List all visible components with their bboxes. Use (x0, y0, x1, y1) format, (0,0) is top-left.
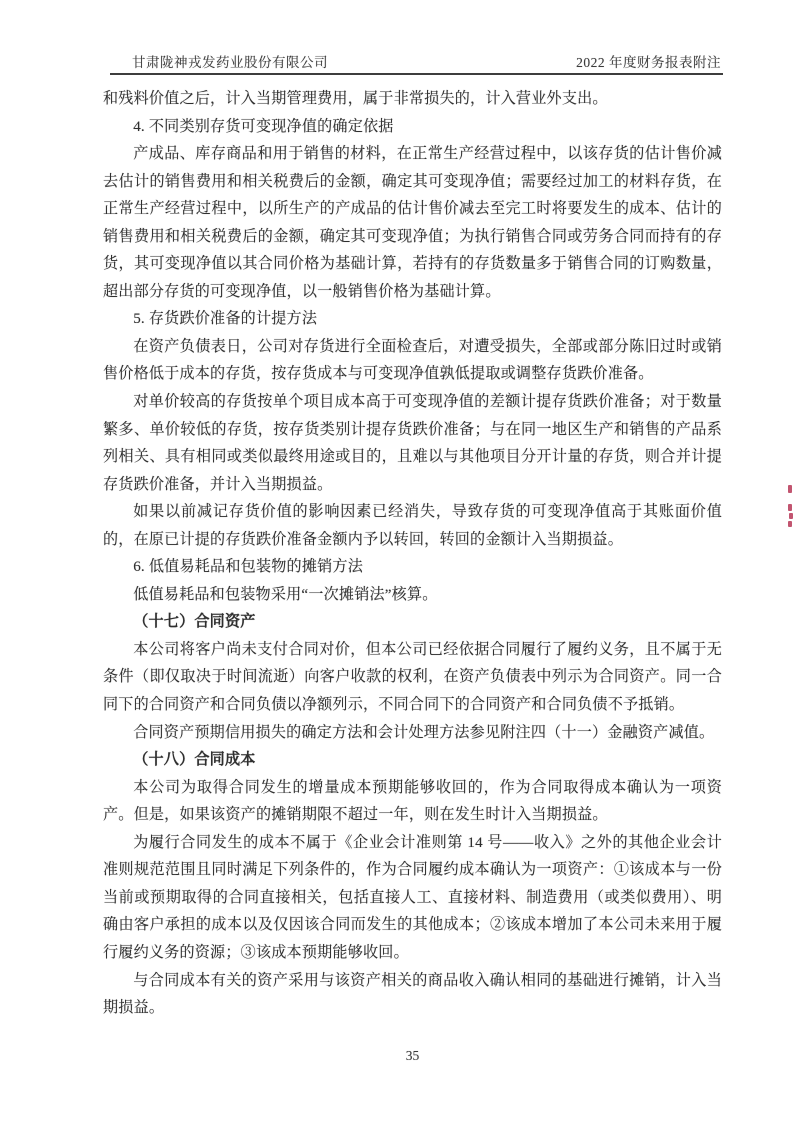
red-scan-mark (788, 521, 792, 527)
body-paragraph: 如果以前减记存货价值的影响因素已经消失，导致存货的可变现净值高于其账面价值的，在原已计提的存货跌价准备金额内予以转回，转回的金额计入当期损益。 (103, 504, 722, 548)
sub-heading-item-6: 6. 低值易耗品和包装物的摊销方法 (133, 559, 363, 576)
header-divider (110, 73, 723, 75)
body-paragraph-continuation: 和残料价值之后，计入当期管理费用，属于非常损失的，计入营业外支出。 (103, 91, 608, 107)
body-paragraph: 在资产负债表日，公司对存货进行全面检查后，对遭受损失，全部或部分陈旧过时或销售价格低于成本的存货，按存货成本与可变现净值孰低提取或调整存货跌价准备。 (103, 338, 722, 383)
body-paragraph: 为履行合同发生的成本不属于《企业会计准则第 14 号——收入》之外的其他企业会计准则规范范围且同时满足下列条件的，作为合同履约成本确认为一项资产：①该成本与一份当前或预期取得的合同直接相关，包括直接人工、直接材料、制造费用（或类似费用）、明确由客户承担的成本以及仅因该合同而发生的其他成本；②该成本增加了本公司未来用于履行履约义务的资源；③该成本预期能够收回。 (103, 834, 722, 961)
header-report-title: 2022 年度财务报表附注 (576, 55, 721, 70)
red-scan-mark (789, 513, 793, 519)
page-footer (103, 1048, 722, 1064)
header-company-name: 甘肃陇神戎发药业股份有限公司 (132, 55, 328, 70)
body-paragraph: 本公司将客户尚未支付合同对价，但本公司已经依据合同履行了履约义务，且不属于无条件（即仅取决于时间流逝）向客户收款的权利，在资产负债表中列示为合同资产。同一合同下的合同资产和合同负债以净额列示，不同合同下的合同资产和合同负债不予抵销。 (103, 641, 722, 714)
page-header (112, 51, 721, 71)
body-paragraph: 低值易耗品和包装物采用“一次摊销法”核算。 (133, 586, 438, 603)
body-paragraph: 对单价较高的存货按单个项目成本高于可变现净值的差额计提存货跌价准备；对于数量繁多、单价较低的存货，按存货类别计提存货跌价准备；与在同一地区生产和销售的产品系列相关、具有相同或类似最终用途或目的，且难以与其他项目分开计量的存货，则合并计提存货跌价准备，并计入当期损益。 (103, 394, 722, 493)
red-scan-mark (788, 504, 792, 511)
sub-heading-item-5: 5. 存货跌价准备的计提方法 (133, 311, 318, 328)
body-paragraph: 合同资产预期信用损失的确定方法和会计处理方法参见附注四（十一）金融资产减值。 (133, 724, 715, 741)
body-paragraph: 产成品、库存商品和用于销售的材料，在正常生产经营过程中，以该存货的估计售价减去估计的销售费用和相关税费后的金额，确定其可变现净值；需要经过加工的材料存货，在正常生产经营过程中，以所生产的产成品的估计售价减去至完工时将要发生的成本、估计的销售费用和相关税费后的金额，确定其可变现净值；为执行销售合同或劳务合同而持有的存货，其可变现净值以其合同价格为基础计算，若持有的存货数量多于销售合同的订购数量，超出部分存货的可变现净值，以一般销售价格为基础计算。 (103, 146, 722, 300)
sub-heading-item-4: 4. 不同类别存货可变现净值的确定依据 (133, 118, 394, 135)
body-paragraph: 本公司为取得合同发生的增量成本预期能够收回的，作为合同取得成本确认为一项资产。但是，如果该资产的摊销期限不超过一年，则在发生时计入当期损益。 (103, 779, 722, 824)
body-paragraph: 与合同成本有关的资产采用与该资产相关的商品收入确认相同的基础进行摊销，计入当期损益。 (103, 972, 722, 1017)
document-body (103, 86, 722, 1023)
red-scan-mark (788, 485, 792, 493)
page-number: 35 (405, 1048, 420, 1063)
section-heading-17: （十七）合同资产 (133, 614, 256, 631)
section-heading-18: （十八）合同成本 (133, 752, 256, 769)
